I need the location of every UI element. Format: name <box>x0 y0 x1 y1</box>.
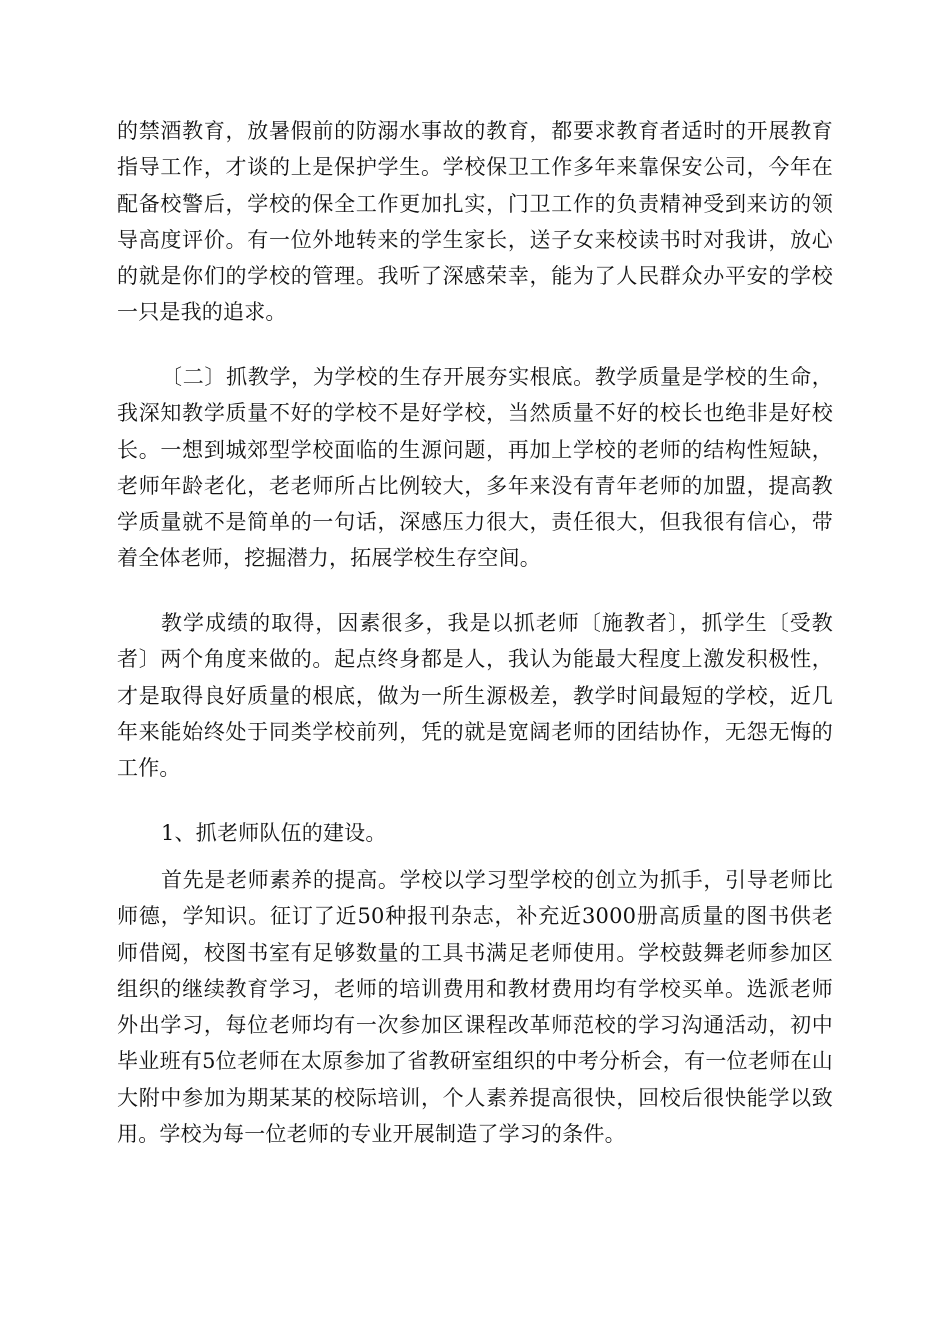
paragraph-teaching-results <box>117 605 833 786</box>
paragraph-section-two <box>117 359 833 577</box>
paragraph-text: 的禁酒教育，放暑假前的防溺水事故的教育，都要求教育者适时的开展教育指导工作，才谈的上是保护学生。学校保卫工作多年来靠保安公司，今年在配备校警后，学校的保全工作更加扎实，门卫工作的负责精神受到来访的领导高度评价。有一位外地转来的学生家长，送子女来校读书时对我讲，放心的就是你们的学校的管理。我听了深感荣幸，能为了人民群众办平安的学校一只是我的追求。 <box>117 119 833 325</box>
paragraph-continuation <box>117 113 833 331</box>
paragraph-teacher-quality <box>117 862 833 1152</box>
paragraph-text: 教学成绩的取得，因素很多，我是以抓老师〔施教者〕，抓学生〔受教者〕两个角度来做的。起点终身都是人，我认为能最大程度上激发积极性，才是取得良好质量的根底，做为一所生源极差，教学时间最短的学校，近几年来能始终处于同类学校前列，凭的就是宽阔老师的团结协作，无怨无悔的工作。 <box>117 611 833 781</box>
paragraph-text: 首先是老师素养的提高。学校以学习型学校的创立为抓手，引导老师比师德，学知识。征订了近50种报刊杂志，补充近3000册高质量的图书供老师借阅，校图书室有足够数量的工具书满足老师使用。学校鼓舞老师参加区组织的继续教育学习，老师的培训费用和教材费用均有学校买单。选派老师外出学习，每位老师均有一次参加区课程改革师范校的学习沟通活动，初中毕业班有5位老师在太原参加了省教研室组织的中考分析会，有一位老师在山大附中参加为期某某的校际培训，个人素养提高很快，回校后很快能学以致用。学校为每一位老师的专业开展制造了学习的条件。 <box>117 868 833 1147</box>
subheading-teacher-team <box>117 815 833 851</box>
paragraph-text: 1、抓老师队伍的建设。 <box>161 821 387 845</box>
paragraph-text: 〔二〕抓教学，为学校的生存开展夯实根底。教学质量是学校的生命，我深知教学质量不好的学校不是好学校，当然质量不好的校长也绝非是好校长。一想到城郊型学校面临的生源问题，再加上学校的老师的结构性短缺，老师年龄老化，老老师所占比例较大，多年来没有青年老师的加盟，提高教学质量就不是简单的一句话，深感压力很大，责任很大，但我很有信心，带着全体老师，挖掘潜力，拓展学校生存空间。 <box>117 365 833 571</box>
